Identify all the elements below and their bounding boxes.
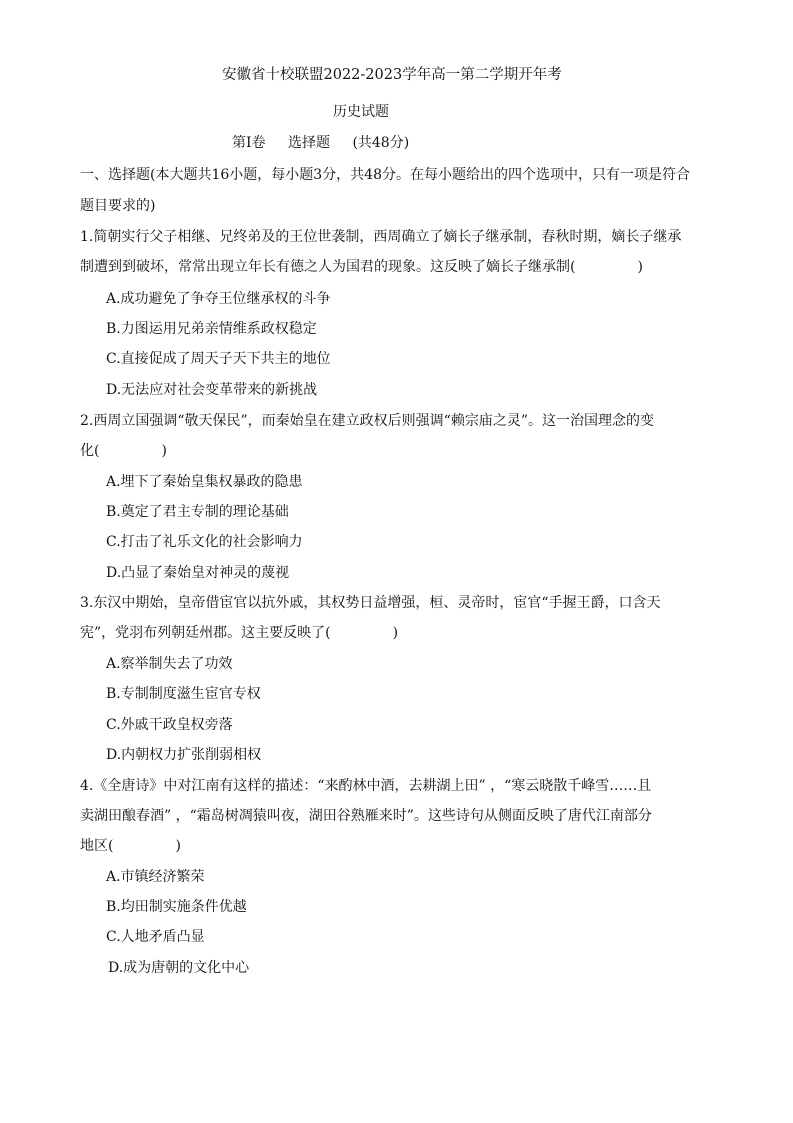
instructions-line: 一、选择题(本大题共16小题，每小题3分，共48分。在每小题给出的四个选项中，只有一项是符合 <box>80 167 690 183</box>
question-3-option-d: D.内朝权力扩张削弱相权 <box>106 747 262 763</box>
question-3-option-a: A.察举制失去了功效 <box>106 656 233 672</box>
close-paren: ) <box>175 838 181 854</box>
question-4-stem-line: 4.《全唐诗》中对江南有这样的描述：“来酌林中酒，去耕湖上田” ，“寒云晓散千峰雪……且 <box>80 778 652 794</box>
question-1-option-c: C.直接促成了周天子天下共主的地位 <box>106 351 331 367</box>
question-2-option-b: B.奠定了君主专制的理论基础 <box>106 504 289 520</box>
question-4-option-c: C.人地矛盾凸显 <box>106 929 205 945</box>
question-1-option-a: A.成功避免了争夺王位继承权的斗争 <box>106 291 331 307</box>
question-3-option-c: C.外戚干政皇权旁落 <box>106 717 233 733</box>
section-part: 第Ⅰ卷 <box>232 135 266 151</box>
question-2-option-d: D.凸显了秦始皇对神灵的蔑视 <box>106 565 290 581</box>
question-3-stem-line: 宪”，党羽布列朝廷州郡。这主要反映了( ) <box>80 625 399 641</box>
question-1-stem-line: 制遭到到破坏，常常出现立年长有德之人为国君的现象。这反映了嫡长子继承制( ) <box>80 259 643 275</box>
section-heading <box>232 134 409 152</box>
question-3-stem-line: 3.东汉中期始，皇帝借宦官以抗外戚，其权势日益增强，桓、灵帝时，宦官“手握王爵，口含天 <box>80 595 661 611</box>
section-points: (共48分) <box>352 135 410 151</box>
question-4-stem-line: 卖湖田酿春酒” ，“霜岛树凋猿叫夜，湖田谷熟雁来时”。这些诗句从侧面反映了唐代江南部分 <box>80 808 652 824</box>
question-4-stem-line: 地区( ) <box>80 838 181 854</box>
question-4-option-d: D.成为唐朝的文化中心 <box>108 960 250 976</box>
question-3-option-b: B.专制制度滋生宦官专权 <box>106 686 261 702</box>
question-2-stem-line: 2.西周立国强调“敬天保民”，而秦始皇在建立政权后则强调“赖宗庙之灵”。这一治国理念的变 <box>80 413 654 429</box>
question-1-option-b: B.力图运用兄弟亲情维系政权稳定 <box>106 321 317 337</box>
page-subtitle: 历史试题 <box>333 104 389 120</box>
close-paren: ) <box>392 625 399 641</box>
question-1-stem-line: 1.简朝实行父子相继、兄终弟及的王位世袭制，西周确立了嫡长子继承制，春秋时期，嫡长子继承 <box>80 229 682 245</box>
close-paren: ) <box>161 443 167 459</box>
question-1-option-d: D.无法应对社会变革带来的新挑战 <box>106 382 318 398</box>
question-4-option-a: A.市镇经济繁荣 <box>106 869 205 885</box>
instructions-line: 题目要求的) <box>80 198 156 214</box>
question-2-option-c: C.打击了礼乐文化的社会影响力 <box>106 534 303 550</box>
question-2-option-a: A.埋下了秦始皇集权暴政的隐患 <box>106 474 303 490</box>
question-4-option-b: B.均田制实施条件优越 <box>106 899 247 915</box>
section-type: 选择题 <box>287 135 330 151</box>
question-2-stem-line: 化( ) <box>80 443 167 459</box>
page-title: 安徽省十校联盟2022-2023学年高一第二学期开年考 <box>222 67 562 83</box>
close-paren: ) <box>637 259 643 275</box>
